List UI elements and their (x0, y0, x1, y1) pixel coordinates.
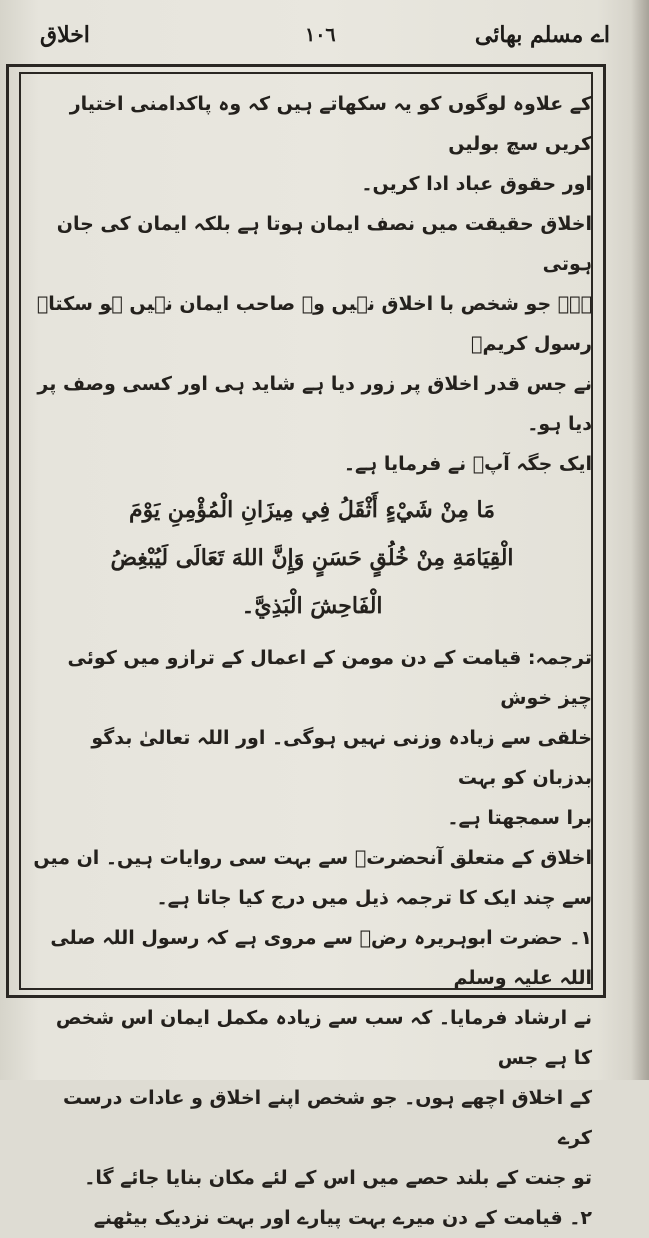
page-number: ١٠٦ (305, 24, 336, 46)
text-line: کے اخلاق اچھے ہوں۔ جو شخص اپنے اخلاق و عادات درست کرے (62, 1087, 592, 1149)
text-line: ۱۔ حضرت ابوہریرہ رضؓ سے مروی ہے کہ رسول اللہ صلی اللہ علیہ وسلم (50, 927, 592, 989)
text-line: نے جس قدر اخلاق پر زور دیا ہے شاید ہی اور کسی وصف پر دیا ہو۔ (37, 373, 592, 435)
text-line: ترجمہ: قیامت کے دن مومن کے اعمال کے ترازو میں کوئی چیز خوش (67, 647, 592, 709)
text-line: ایک جگہ آپؐ نے فرمایا ہے۔ (343, 453, 592, 475)
book-title: اے مسلم بھائی (474, 22, 610, 48)
text-line: ہے۔ جو شخص با اخلاق نہیں وہ صاحب ایمان نہیں ہو سکتا۔ رسول کریمؐ (36, 293, 592, 355)
arabic-line: الْفَاحِشَ الْبَذِيَّ۔ (241, 593, 383, 619)
text-line: اخلاق حقیقت میں نصف ایمان ہوتا ہے بلکہ ایمان کی جان ہوتی (56, 213, 592, 275)
chapter-title: اخلاق (40, 22, 90, 48)
arabic-line: الْقِيَامَةِ مِنْ خُلُقٍ حَسَنٍ وَإِنَّ اللهَ تَعَالَى لَيُبْغِضُ (110, 545, 514, 571)
text-line: اور حقوق عباد ادا کریں۔ (361, 173, 592, 195)
text-line: خلقی سے زیادہ وزنی نہیں ہوگی۔ اور اللہ تعالیٰ بدگو بدزبان کو بہت (91, 727, 592, 789)
text-line: سے چند ایک کا ترجمہ ذیل میں درج کیا جاتا ہے۔ (156, 887, 592, 909)
running-header (40, 22, 610, 58)
binding-shadow (631, 0, 649, 1080)
text-line: کے علاوہ لوگوں کو یہ سکھاتے ہیں کہ وہ پاکدامنی اختیار کریں سچ بولیں (69, 93, 592, 155)
text-line: اخلاق کے متعلق آنحضرتؐ سے بہت سی روایات ہیں۔ ان میں (33, 847, 592, 869)
text-line: ۲۔ قیامت کے دن میرے بہت پیارے اور بہت نزدیک بیٹھنے (93, 1207, 592, 1229)
text-line: نے ارشاد فرمایا۔ کہ سب سے زیادہ مکمل ایمان اس شخص کا ہے جس (55, 1007, 592, 1069)
arabic-hadith (32, 486, 592, 630)
text-line: تو جنت کے بلند حصے میں اس کے لئے مکان بنایا جائے گا۔ (84, 1167, 592, 1189)
page-body (32, 84, 592, 1229)
text-line: برا سمجھتا ہے۔ (447, 807, 592, 829)
arabic-line: مَا مِنْ شَيْءٍ أَثْقَلُ فِي مِيزَانِ الْمُؤْمِنِ يَوْمَ (129, 497, 495, 523)
